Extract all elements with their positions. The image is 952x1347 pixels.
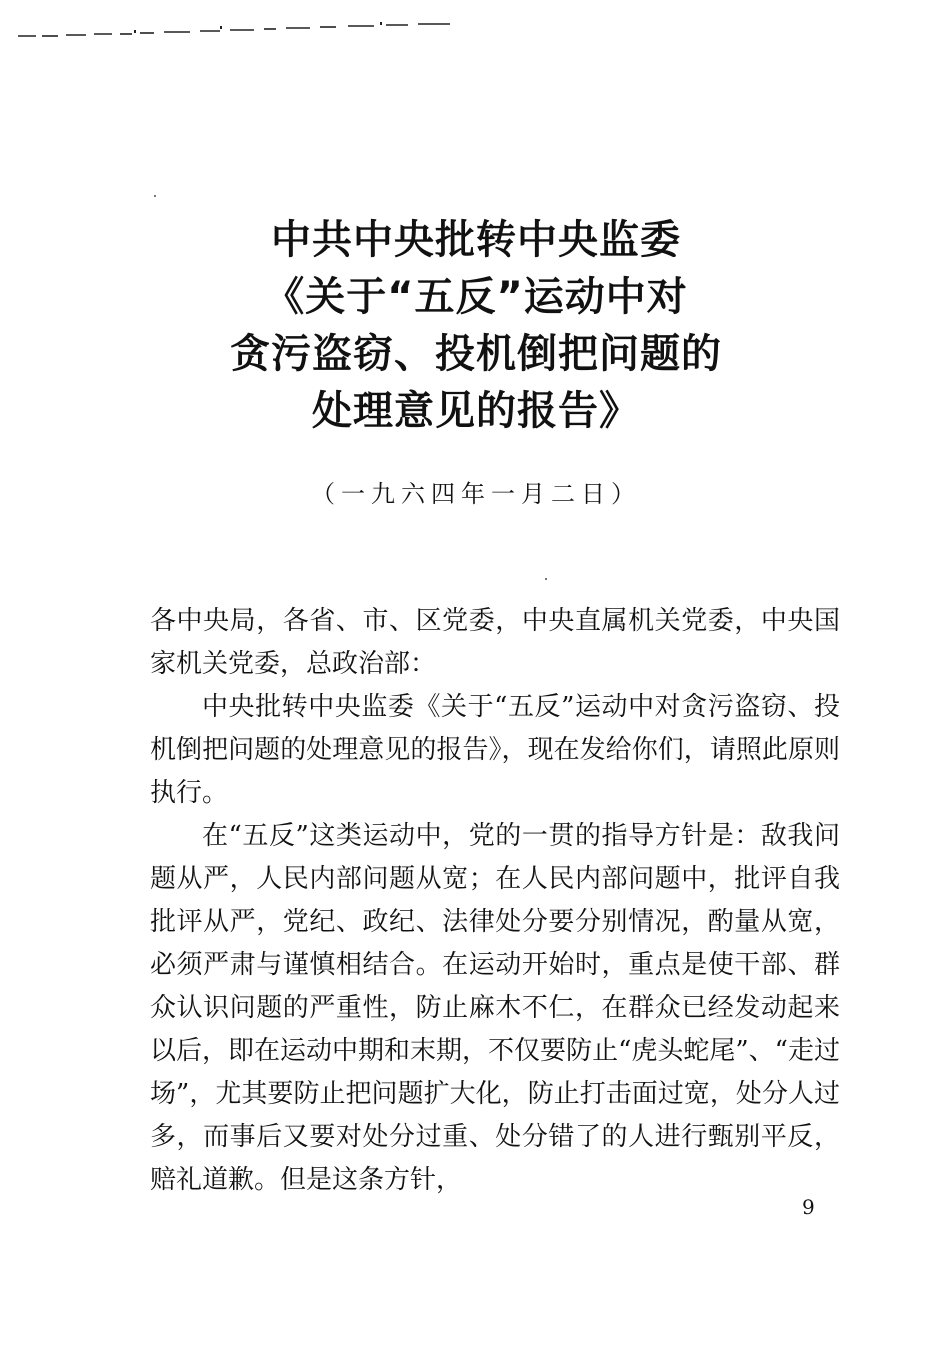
print-speck [545,578,547,580]
body-paragraph-1: 中央批转中央监委《关于“五反”运动中对贪污盗窃、投机倒把问题的处理意见的报告》，现在发给你们，请照此原则执行。 [150,692,840,808]
print-speck [154,195,156,197]
document-title [0,212,952,440]
salutation: 各中央局，各省、市、区党委，中央直属机关党委，中央国家机关党委，总政治部： [150,606,840,679]
page-number: 9 [802,1195,815,1219]
top-dashed-rule [14,12,454,42]
body-paragraph-2: 在“五反”这类运动中，党的一贯的指导方针是：敌我问题从严，人民内部问题从宽；在人民内部问题中，批评自我批评从严，党纪、政纪、法律处分要分别情况，酌量从宽，必须严肃与谨慎相结合。在运动开始时，重点是使干部、群众认识问题的严重性，防止麻木不仁，在群众已经发动起来以后，即在运动中期和末期，不仅要防止“虎头蛇尾”、“走过场”，尤其要防止把问题扩大化，防止打击面过宽，处分人过多，而事后又要对处分过重、处分错了的人进行甄别平反，赔礼道歉。但是这条方针， [150,821,840,1195]
title-line-3: 贪污盗窃、投机倒把问题的 [230,331,722,377]
document-date: （一九六四年一月二日） [311,480,641,508]
title-line-4: 处理意见的报告》 [312,388,640,434]
title-line-2: 《关于“五反”运动中对 [264,274,688,320]
document-body [150,600,840,1202]
title-line-1: 中共中央批转中央监委 [271,217,681,263]
